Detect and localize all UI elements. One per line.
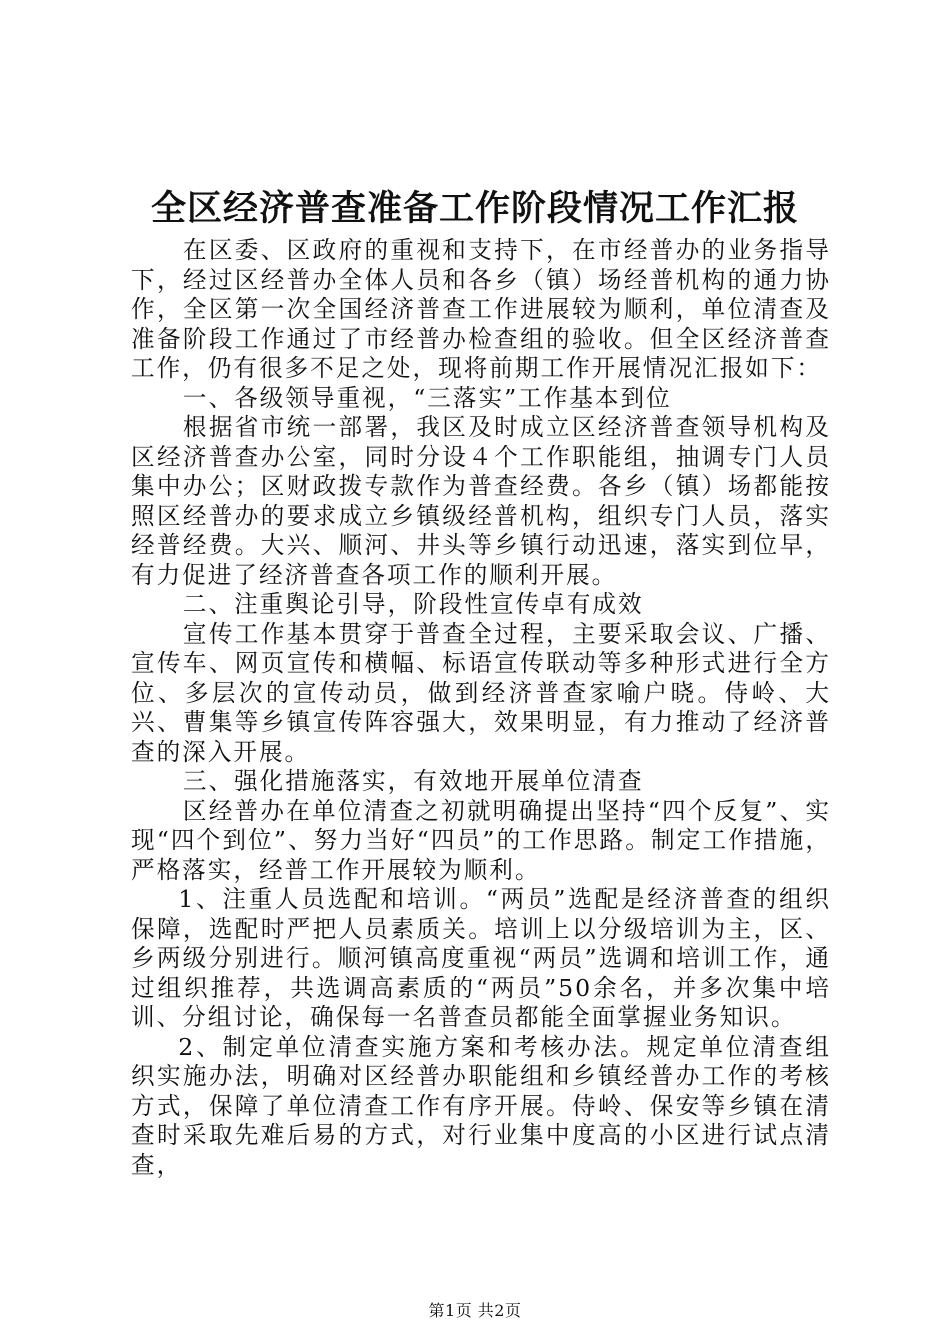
paragraph-item-1: 1、注重人员选配和培训。“两员”选配是经济普查的组织保障，选配时严把人员素质关。培训上以分级培训为主，区、乡两级分别进行。顺河镇高度重视“两员”选调和培训工作，通过组织推荐，共选调高素质的“两员”50余名，并多次集中培训、分组讨论，确保每一名普查员都能全面掌握业务知识。 <box>131 885 831 1031</box>
document-body <box>131 236 831 1180</box>
paragraph-section-2: 宣传工作基本贯穿于普查全过程，主要采取会议、广播、宣传车、网页宣传和横幅、标语宣传联动等多种形式进行全方位、多层次的宣传动员，做到经济普查家喻户晓。侍岭、大兴、曹集等乡镇宣传阵容强大，效果明显，有力推动了经济普查的深入开展。 <box>131 619 831 766</box>
page-footer: 第1页 共2页 <box>428 1301 522 1320</box>
section-heading-2: 二、注重舆论引导，阶段性宣传卓有成效 <box>182 590 644 618</box>
section-heading-1: 一、各级领导重视，“三落实”工作基本到位 <box>182 383 672 412</box>
section-heading-3: 三、强化措施落实，有效地开展单位清查 <box>182 767 644 795</box>
paragraph-item-2: 2、制定单位清查实施方案和考核办法。规定单位清查组织实施办法，明确对区经普办职能组和乡镇经普办工作的考核方式，保障了单位清查工作有序开展。侍岭、保安等乡镇在清查时采取先难后易的方式，对行业集中度高的小区进行试点清查， <box>131 1032 831 1179</box>
paragraph-intro: 在区委、区政府的重视和支持下，在市经普办的业务指导下，经过区经普办全体人员和各乡（镇）场经普机构的通力协作，全区第一次全国经济普查工作进展较为顺利，单位清查及准备阶段工作通过了市经普办检查组的验收。但全区经济普查工作，仍有很多不足之处，现将前期工作开展情况汇报如下： <box>131 236 831 382</box>
paragraph-section-3: 区经普办在单位清查之初就明确提出坚持“四个反复”、实现“四个到位”、努力当好“四员”的工作思路。制定工作措施，严格落实，经普工作开展较为顺利。 <box>131 796 831 884</box>
paragraph-section-1: 根据省市统一部署，我区及时成立区经济普查领导机构及区经济普查办公室，同时分设４个工作职能组，抽调专门人员集中办公；区财政拨专款作为普查经费。各乡（镇）场都能按照区经普办的要求成立乡镇级经普机构，组织专门人员，落实经普经费。大兴、顺河、井头等乡镇行动迅速，落实到位早，有力促进了经济普查各项工作的顺利开展。 <box>131 413 831 589</box>
document-title: 全区经济普查准备工作阶段情况工作汇报 <box>150 188 799 229</box>
